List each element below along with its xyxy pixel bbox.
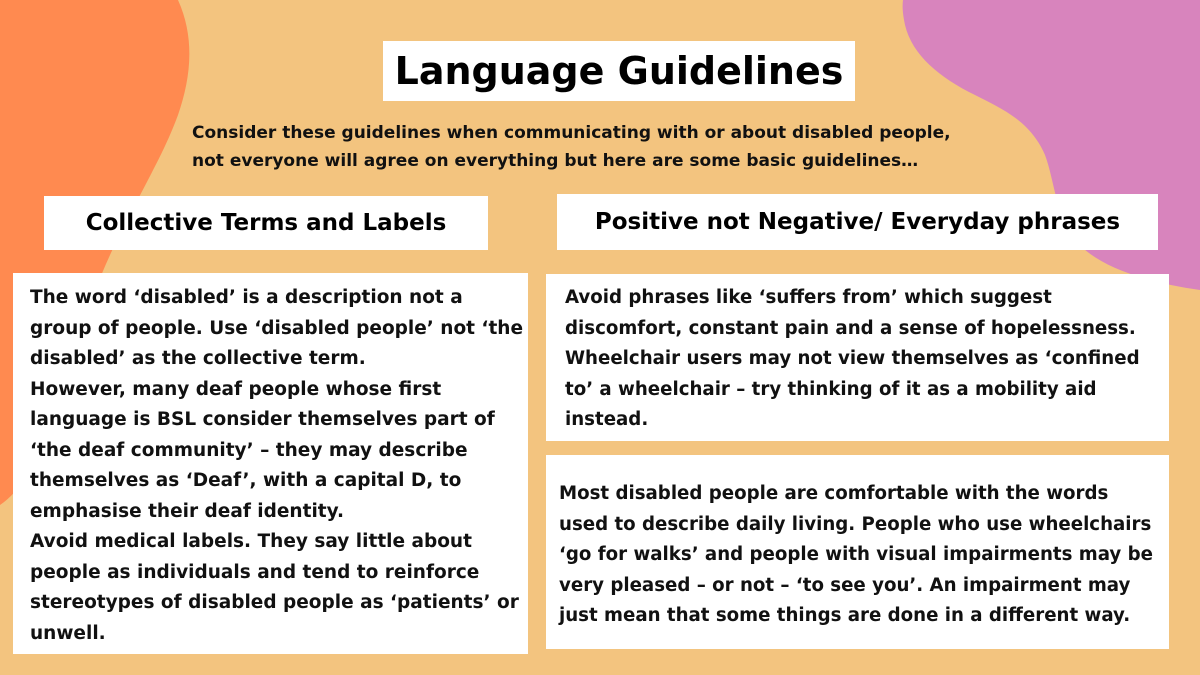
positive-phrases-heading-box [557,194,1158,250]
text-line: Wheelchair users may not view themselves as ‘confined [565,348,1140,369]
text-line: Most disabled people are comfortable with the words [559,483,1109,504]
text-line: Avoid medical labels. They say little about [30,531,472,552]
text-line: discomfort, constant pain and a sense of hopelessness. [565,317,1136,339]
everyday-phrases-panel [546,455,1169,649]
negative-phrases-panel [546,274,1169,441]
negative-phrases-text [565,283,1169,436]
intro-line: not everyone will agree on everything but here are some basic guidelines… [192,151,919,171]
text-line: unwell. [30,622,106,644]
everyday-phrases-text [559,479,1169,632]
text-line: The word ‘disabled’ is a description not a [30,287,463,308]
collective-terms-panel [13,273,528,654]
text-line: instead. [565,409,649,430]
intro-text [192,119,1022,175]
text-line: used to describe daily living. People who use wheelchairs [559,513,1152,535]
text-line: themselves as ‘Deaf’, with a capital D, to [30,470,462,491]
positive-phrases-heading: Positive not Negative/ Everyday phrases [594,209,1121,235]
text-line: group of people. Use ‘disabled people’ not ‘the [30,317,524,339]
text-line: Avoid phrases like ‘suffers from’ which suggest [565,287,1052,308]
text-line: ‘go for walks’ and people with visual impairments may be [559,544,1153,565]
collective-terms-heading-box [44,196,488,250]
text-line: just mean that some things are done in a different way. [559,605,1131,626]
collective-terms-text [30,283,528,649]
text-line: disabled’ as the collective term. [30,348,366,369]
text-line: However, many deaf people whose first [30,378,442,400]
text-line: ‘the deaf community’ – they may describe [30,439,468,461]
text-line: to’ a wheelchair – try thinking of it as a mobility aid [565,378,1097,400]
text-line: language is BSL consider themselves part of [30,409,495,430]
text-line: people as individuals and tend to reinforce [30,561,480,583]
title-box [383,41,855,101]
collective-terms-heading: Collective Terms and Labels [85,210,447,236]
page-title: Language Guidelines [394,49,844,93]
text-line: emphasise their deaf identity. [30,500,345,522]
intro-line: Consider these guidelines when communicating with or about disabled people, [192,123,951,143]
text-line: very pleased – or not – ‘to see you’. An impairment may [559,574,1131,596]
text-line: stereotypes of disabled people as ‘patients’ or [30,592,519,613]
